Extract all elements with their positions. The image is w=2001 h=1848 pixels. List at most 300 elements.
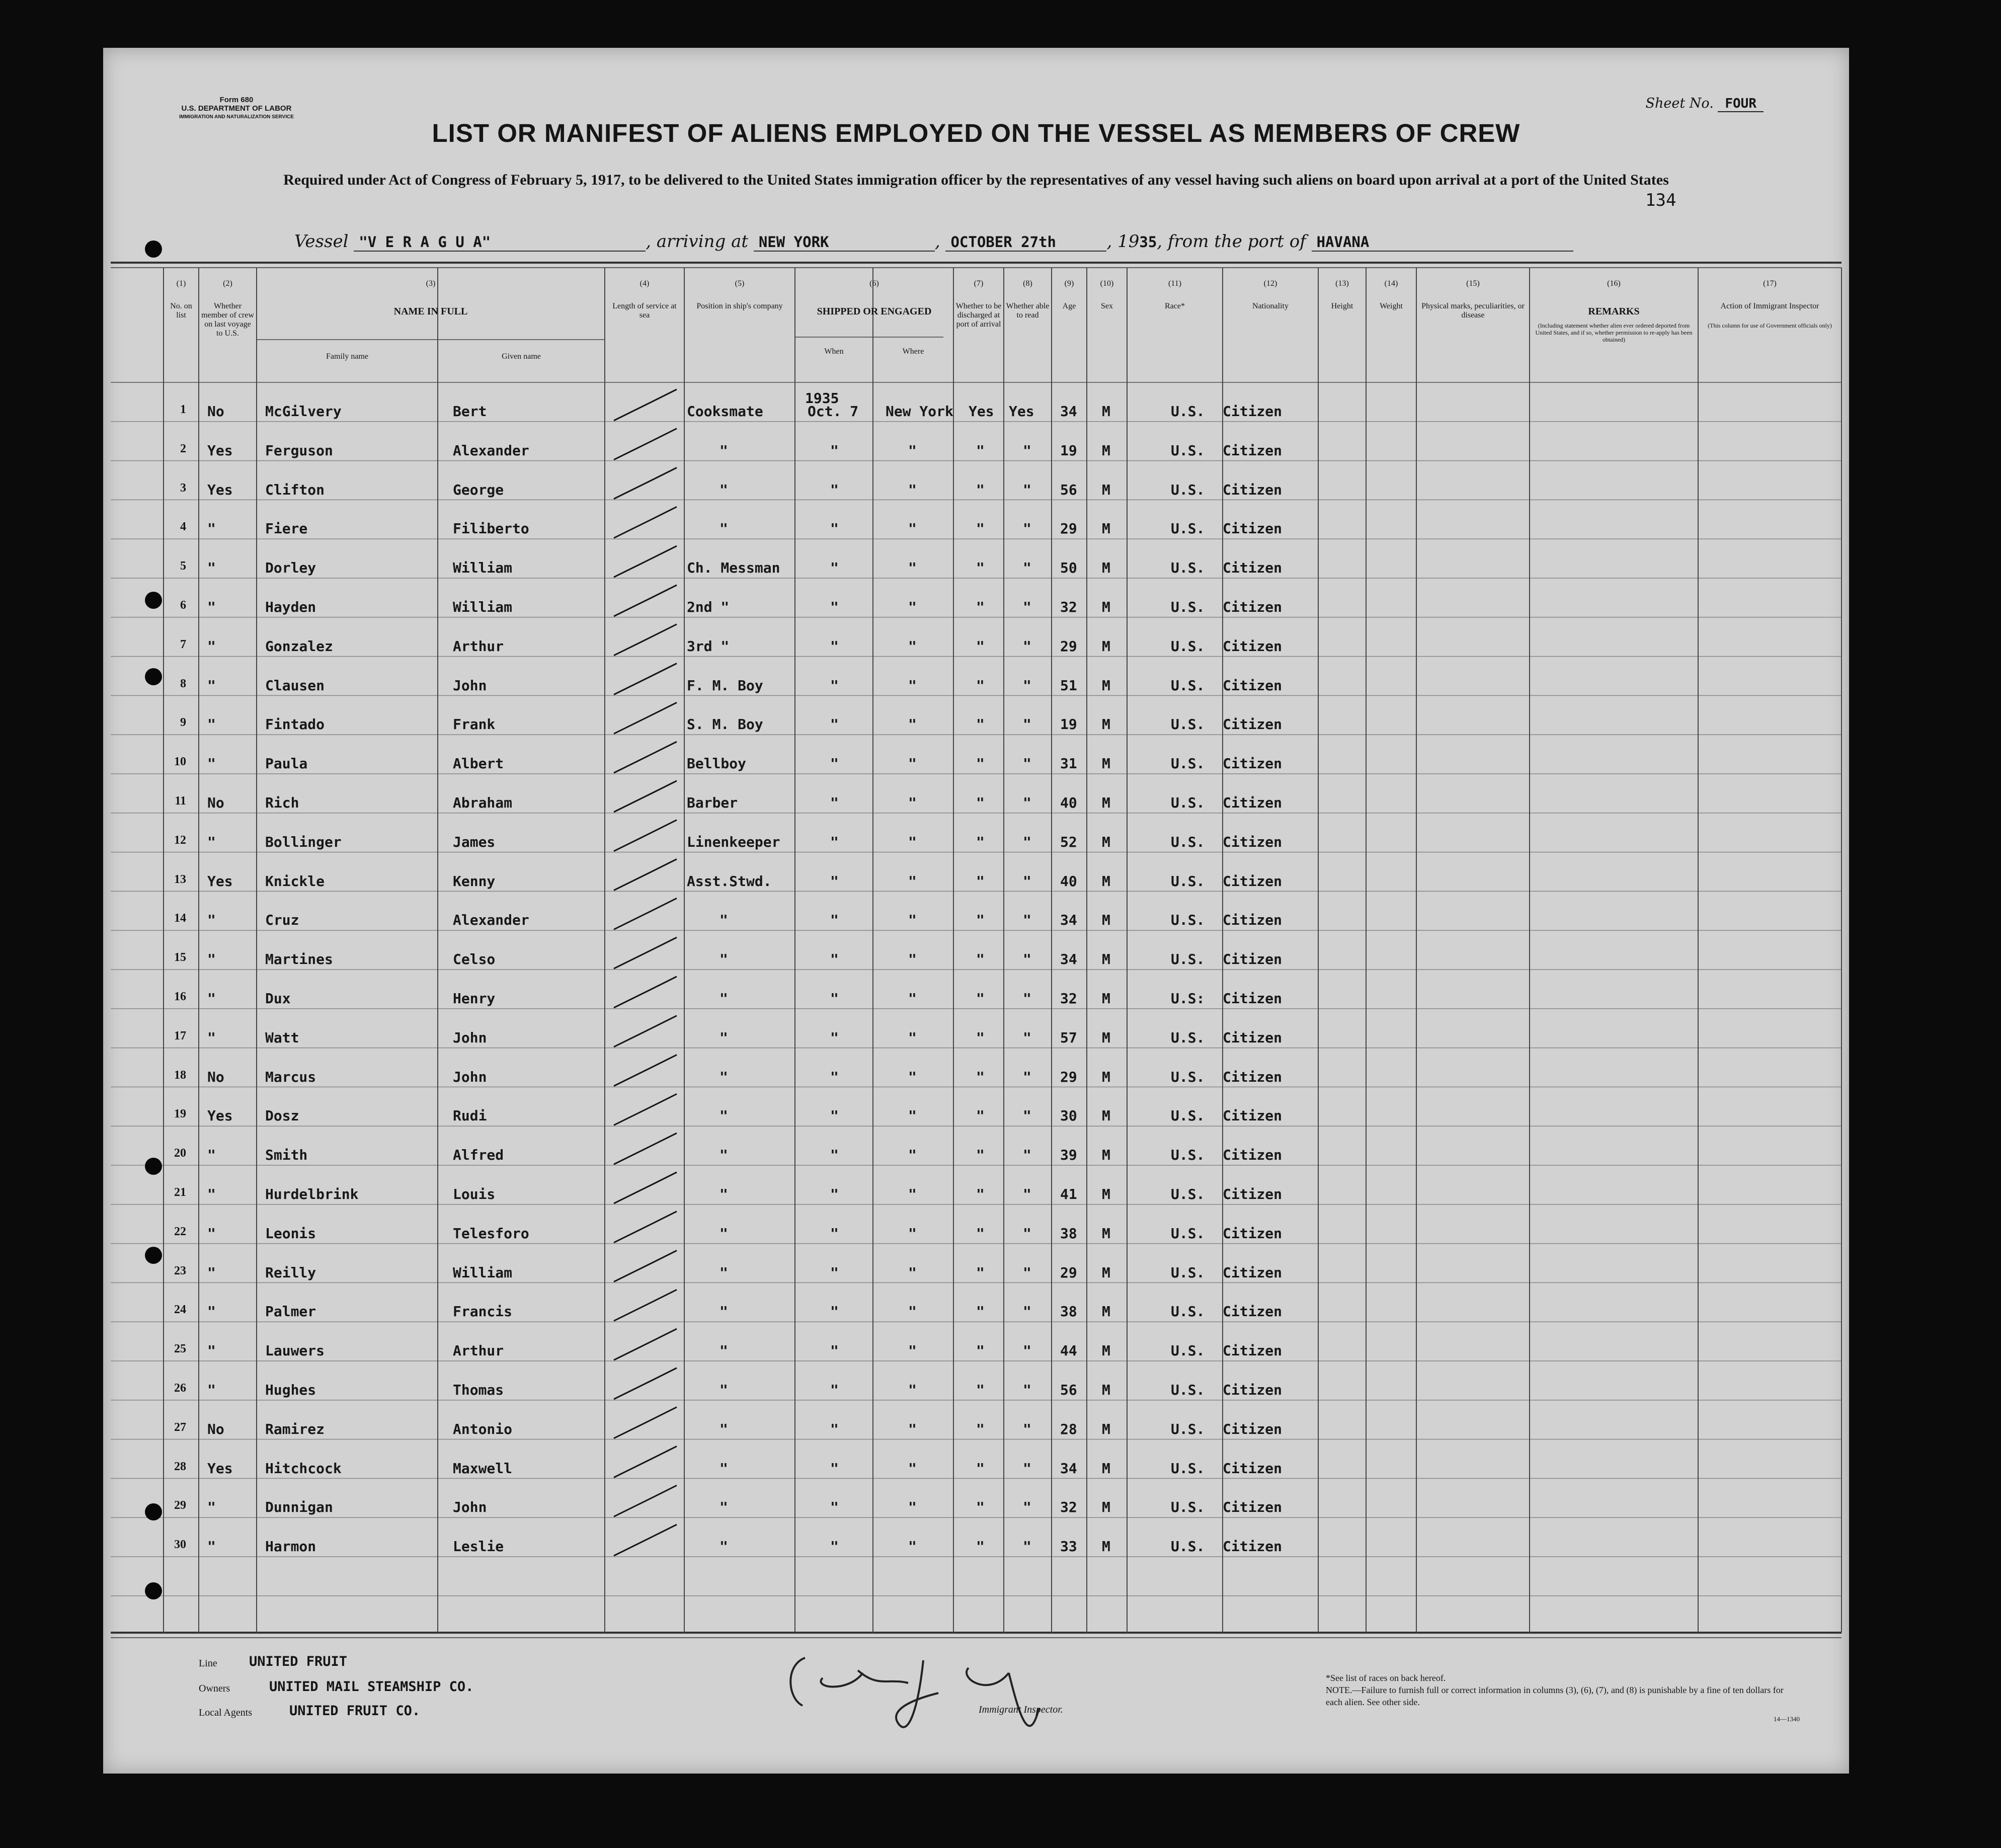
shipped-where-value: " [908, 1420, 917, 1437]
from-port-label: , from the port of [1157, 231, 1306, 252]
race-value: U.S. [1171, 833, 1205, 850]
owners-value: UNITED MAIL STEAMSHIP CO. [269, 1679, 474, 1695]
row-number: 19 [174, 1107, 186, 1121]
age-value: 19 [1060, 716, 1077, 733]
able-to-read-value: " [1023, 1147, 1031, 1164]
arriving-port: NEW YORK [754, 233, 935, 252]
race-value: U.S. [1171, 637, 1205, 655]
column-header-given-name: Given name [502, 352, 541, 361]
column-header-c6: SHIPPED OR ENGAGED [817, 306, 932, 317]
given-name-value: Louis [453, 1185, 496, 1202]
age-value: 38 [1060, 1225, 1077, 1242]
discharged-value: " [976, 1342, 985, 1359]
sex-value: M [1102, 1499, 1110, 1516]
discharged-value: " [976, 1538, 985, 1555]
service-checkmark [614, 1016, 677, 1047]
shipped-when-value: " [830, 1303, 839, 1320]
shipped-when-value: " [830, 716, 839, 733]
discharged-value: " [976, 1460, 985, 1477]
sex-value: M [1102, 951, 1110, 968]
given-name-value: William [453, 559, 513, 577]
age-value: 19 [1060, 442, 1077, 459]
last-voyage-value: " [207, 833, 216, 850]
shipped-when-value: " [830, 1107, 839, 1124]
position-value: Barber [687, 794, 738, 811]
age-value: 44 [1060, 1342, 1077, 1359]
nationality-value: Citizen [1223, 1303, 1283, 1320]
age-value: 56 [1060, 481, 1077, 498]
able-to-read-value: " [1023, 1460, 1031, 1477]
given-name-value: Arthur [453, 637, 504, 655]
vessel-line: Vessel "V E R A G U A" , arriving at NEW YORK , OCTOBER 27th , 1935, from the port of HAVANA [294, 231, 1573, 252]
row-number: 21 [174, 1185, 186, 1199]
family-name-value: Rich [265, 794, 299, 811]
age-value: 34 [1060, 951, 1077, 968]
sex-value: M [1102, 637, 1110, 655]
column-number-c6: (6) [869, 279, 879, 288]
discharged-value: " [976, 598, 985, 615]
sex-value: M [1102, 990, 1110, 1007]
column-header-c2: Whether member of crew on last voyage to U.S. [201, 302, 254, 338]
discharged-value: " [976, 716, 985, 733]
given-name-value: Bert [453, 403, 487, 420]
sex-value: M [1102, 1147, 1110, 1164]
given-name-value: John [453, 1029, 487, 1046]
column-number-c3: (3) [426, 279, 436, 288]
shipped-where-value: " [908, 716, 917, 733]
given-name-value: Celso [453, 951, 496, 968]
shipped-when-value: " [830, 951, 839, 968]
family-name-value: Dosz [265, 1107, 299, 1124]
penalty-note: NOTE.—Failure to furnish full or correct information in columns (3), (6), (7), and (8) is punishable by a fine of ten dollars for each alien. See other side. [1326, 1685, 1784, 1707]
vessel-name: "V E R A G U A" [354, 233, 646, 252]
position-value: " [719, 520, 728, 537]
shipped-where-value: " [908, 598, 917, 615]
column-number-c9: (9) [1064, 279, 1074, 288]
family-name-value: Gonzalez [265, 637, 333, 655]
family-name-value: Lauwers [265, 1342, 325, 1359]
nationality-value: Citizen [1223, 872, 1283, 890]
able-to-read-value: " [1023, 755, 1031, 772]
race-value: U.S. [1171, 1420, 1205, 1437]
column-header-family-name: Family name [326, 352, 368, 361]
last-voyage-value: " [207, 1029, 216, 1046]
nationality-value: Citizen [1223, 1499, 1283, 1516]
last-voyage-value: Yes [207, 1460, 233, 1477]
able-to-read-value: " [1023, 1264, 1031, 1281]
service-checkmark [614, 1212, 677, 1243]
discharged-value: " [976, 1107, 985, 1124]
owners-label: Owners [199, 1683, 230, 1694]
position-value: " [719, 1342, 728, 1359]
family-name-value: Dux [265, 990, 291, 1007]
shipped-where-value: " [908, 1264, 917, 1281]
able-to-read-value: " [1023, 1538, 1031, 1555]
last-voyage-value: " [207, 559, 216, 577]
able-to-read-value: " [1023, 912, 1031, 929]
row-number: 11 [175, 794, 186, 808]
column-header-when: When [824, 347, 844, 356]
shipped-where-value: " [908, 1499, 917, 1516]
age-value: 29 [1060, 637, 1077, 655]
row-number: 16 [174, 990, 186, 1003]
column-number-c2: (2) [223, 279, 232, 288]
able-to-read-value: " [1023, 598, 1031, 615]
sex-value: M [1102, 872, 1110, 890]
column-header-c3: NAME IN FULL [393, 306, 468, 317]
service-checkmark [614, 1368, 677, 1399]
age-value: 40 [1060, 794, 1077, 811]
position-value: " [719, 1499, 728, 1516]
last-voyage-value: " [207, 637, 216, 655]
service-checkmark [614, 781, 677, 812]
race-value: U.S. [1171, 716, 1205, 733]
service-checkmark [614, 1329, 677, 1360]
position-value: Cooksmate [687, 403, 763, 420]
shipped-when-value: " [830, 794, 839, 811]
given-name-value: Abraham [453, 794, 513, 811]
race-value: U.S. [1171, 1381, 1205, 1398]
position-value: " [719, 912, 728, 929]
service-checkmark [614, 1172, 677, 1203]
row-number: 8 [180, 677, 186, 690]
family-name-value: Watt [265, 1029, 299, 1046]
last-voyage-value: " [207, 990, 216, 1007]
row-number: 2 [180, 442, 186, 455]
sex-value: M [1102, 716, 1110, 733]
position-value: " [719, 1460, 728, 1477]
given-name-value: Thomas [453, 1381, 504, 1398]
able-to-read-value: " [1023, 794, 1031, 811]
able-to-read-value: " [1023, 951, 1031, 968]
family-name-value: Dunnigan [265, 1499, 333, 1516]
column-header-c16: REMARKS [1588, 306, 1640, 317]
family-name-value: Ferguson [265, 442, 333, 459]
column-number-c1: (1) [176, 279, 186, 288]
discharged-value: " [976, 559, 985, 577]
row-number: 6 [180, 598, 186, 612]
nationality-value: Citizen [1223, 1264, 1283, 1281]
shipped-where-value: " [908, 755, 917, 772]
discharged-value: " [976, 833, 985, 850]
shipped-when-value: " [830, 1225, 839, 1242]
family-name-value: Hughes [265, 1381, 316, 1398]
discharged-value: " [976, 990, 985, 1007]
last-voyage-value: Yes [207, 872, 233, 890]
nationality-value: Citizen [1223, 403, 1283, 420]
race-value: U.S. [1171, 912, 1205, 929]
able-to-read-value: " [1023, 442, 1031, 459]
year-prefix: 19 [1117, 231, 1140, 252]
row-number: 27 [174, 1420, 186, 1434]
position-value: " [719, 1420, 728, 1437]
shipped-where-value: " [908, 677, 917, 694]
nationality-value: Citizen [1223, 1381, 1283, 1398]
sex-value: M [1102, 1068, 1110, 1085]
page-title: LIST OR MANIFEST OF ALIENS EMPLOYED ON THE VESSEL AS MEMBERS OF CREW [432, 119, 1520, 147]
last-voyage-value: Yes [207, 442, 233, 459]
age-value: 31 [1060, 755, 1077, 772]
race-value: U.S. [1171, 1303, 1205, 1320]
discharged-value: " [976, 912, 985, 929]
given-name-value: Henry [453, 990, 496, 1007]
column-header-c11: Race* [1165, 302, 1185, 310]
age-value: 32 [1060, 1499, 1077, 1516]
column-number-c11: (11) [1168, 279, 1182, 288]
line-value: UNITED FRUIT [249, 1654, 348, 1669]
shipped-when-value: " [830, 1147, 839, 1164]
nationality-value: Citizen [1223, 520, 1283, 537]
column-number-c15: (15) [1466, 279, 1480, 288]
shipped-where-value: " [908, 1107, 917, 1124]
last-voyage-value: " [207, 1381, 216, 1398]
position-value: " [719, 1538, 728, 1555]
sex-value: M [1102, 1303, 1110, 1320]
vessel-label: Vessel [294, 231, 349, 252]
races-note: *See list of races on back hereof. [1326, 1673, 1446, 1683]
discharged-value: " [976, 442, 985, 459]
service-checkmark [614, 664, 677, 695]
column-header-where: Where [902, 347, 924, 356]
row-number: 10 [174, 755, 186, 769]
service-checkmark [614, 468, 677, 499]
footer-divider [546, 1660, 547, 1661]
able-to-read-value: " [1023, 1029, 1031, 1046]
last-voyage-value: " [207, 951, 216, 968]
given-name-value: Kenny [453, 872, 496, 890]
shipped-where-value: " [908, 1185, 917, 1202]
nationality-value: Citizen [1223, 1342, 1283, 1359]
nationality-value: Citizen [1223, 716, 1283, 733]
last-voyage-value: " [207, 598, 216, 615]
sex-value: M [1102, 1538, 1110, 1555]
discharged-value: " [976, 1381, 985, 1398]
able-to-read-value: " [1023, 1420, 1031, 1437]
position-value: " [719, 1185, 728, 1202]
service-checkmark [614, 1290, 677, 1321]
able-to-read-value: " [1023, 1185, 1031, 1202]
sex-value: M [1102, 1420, 1110, 1437]
race-value: U.S. [1171, 1499, 1205, 1516]
last-voyage-value: " [207, 1264, 216, 1281]
last-voyage-value: " [207, 912, 216, 929]
column-number-c14: (14) [1384, 279, 1398, 288]
family-name-value: Fiere [265, 520, 308, 537]
position-value: 2nd " [687, 598, 730, 615]
sex-value: M [1102, 1460, 1110, 1477]
discharged-value: " [976, 1303, 985, 1320]
family-name-value: Ramirez [265, 1420, 325, 1437]
nationality-value: Citizen [1223, 1460, 1283, 1477]
row-number: 23 [174, 1264, 186, 1277]
family-name-value: Palmer [265, 1303, 316, 1320]
shipped-when-value: " [830, 1264, 839, 1281]
row-number: 14 [174, 912, 186, 925]
position-value: " [719, 951, 728, 968]
service-checkmark [614, 546, 677, 577]
race-value: U.S. [1171, 1538, 1205, 1555]
age-value: 29 [1060, 520, 1077, 537]
last-voyage-value: " [207, 1147, 216, 1164]
row-number: 1 [180, 403, 186, 416]
family-name-value: Clifton [265, 481, 325, 498]
column-header-c13: Height [1331, 302, 1353, 310]
shipped-year: 1935 [805, 390, 839, 407]
row-number: 18 [174, 1068, 186, 1082]
nationality-value: Citizen [1223, 598, 1283, 615]
discharged-value: " [976, 755, 985, 772]
shipped-when-value: " [830, 559, 839, 577]
position-value: " [719, 1029, 728, 1046]
family-name-value: Dorley [265, 559, 316, 577]
position-value: " [719, 1225, 728, 1242]
able-to-read-value: " [1023, 481, 1031, 498]
row-number: 29 [174, 1499, 186, 1512]
able-to-read-value: " [1023, 559, 1031, 577]
inspector-signature [790, 1658, 1039, 1727]
race-value: U.S. [1171, 1460, 1205, 1477]
discharged-value: " [976, 794, 985, 811]
nationality-value: Citizen [1223, 755, 1283, 772]
given-name-value: William [453, 1264, 513, 1281]
punch-holes [145, 240, 162, 1599]
row-number: 28 [174, 1460, 186, 1473]
nationality-value: Citizen [1223, 912, 1283, 929]
able-to-read-value: " [1023, 872, 1031, 890]
discharged-value: " [976, 1499, 985, 1516]
position-value: 3rd " [687, 637, 730, 655]
position-value: " [719, 1264, 728, 1281]
last-voyage-value: Yes [207, 481, 233, 498]
last-voyage-value: " [207, 1342, 216, 1359]
shipped-when-value: " [830, 442, 839, 459]
nationality-value: Citizen [1223, 833, 1283, 850]
shipped-when-value: " [830, 833, 839, 850]
race-value: U.S. [1171, 677, 1205, 694]
nationality-value: Citizen [1223, 481, 1283, 498]
position-value: Linenkeeper [687, 833, 780, 850]
service-checkmark [614, 507, 677, 538]
service-checkmark [614, 820, 677, 851]
nationality-value: Citizen [1223, 1185, 1283, 1202]
race-value: U.S. [1171, 520, 1205, 537]
race-value: U.S. [1171, 794, 1205, 811]
column-header-c12: Nationality [1252, 302, 1289, 310]
column-header-c15: Physical marks, peculiarities, or disease [1421, 302, 1525, 319]
given-name-value: Francis [453, 1303, 513, 1320]
shipped-when-value: " [830, 598, 839, 615]
position-value: " [719, 990, 728, 1007]
race-value: U.S. [1171, 1342, 1205, 1359]
row-number: 13 [174, 872, 186, 886]
sex-value: M [1102, 794, 1110, 811]
shipped-when-value: " [830, 520, 839, 537]
nationality-value: Citizen [1223, 677, 1283, 694]
shipped-when-value: " [830, 1381, 839, 1398]
able-to-read-value: " [1023, 1068, 1031, 1085]
column-header-c9: Age [1062, 302, 1076, 310]
discharged-value: " [976, 1185, 985, 1202]
shipped-where-value: " [908, 951, 917, 968]
position-value: " [719, 1147, 728, 1164]
page-subtitle: Required under Act of Congress of February 5, 1917, to be delivered to the United States immigration officer by the representatives of any vessel having such aliens on board upon arrival at a port of the United States [283, 172, 1669, 188]
family-name-value: Clausen [265, 677, 325, 694]
service-checkmark [614, 624, 677, 656]
given-name-value: Rudi [453, 1107, 487, 1124]
service-checkmarks [614, 389, 677, 1556]
shipped-where-value: " [908, 1381, 917, 1398]
nationality-value: Citizen [1223, 1538, 1283, 1555]
shipped-where-value: " [908, 1029, 917, 1046]
service-checkmark [614, 898, 677, 929]
service-checkmark [614, 1251, 677, 1282]
column-number-c17: (17) [1763, 279, 1777, 288]
discharged-value: " [976, 1264, 985, 1281]
service-checkmark [614, 1524, 677, 1556]
race-value: U.S. [1171, 481, 1205, 498]
shipped-where-value: " [908, 520, 917, 537]
given-name-value: Frank [453, 716, 496, 733]
shipped-when-value: " [830, 1460, 839, 1477]
last-voyage-value: No [207, 403, 224, 420]
row-number: 5 [180, 559, 186, 573]
column-header-c8: Whether able to read [1006, 302, 1050, 319]
shipped-where-value: " [908, 1460, 917, 1477]
row-number: 3 [180, 481, 186, 495]
able-to-read-value: " [1023, 833, 1031, 850]
sex-value: M [1102, 1264, 1110, 1281]
column-number-c8: (8) [1023, 279, 1032, 288]
sex-value: M [1102, 677, 1110, 694]
row-number: 9 [180, 716, 186, 730]
inspector-label: Immigrant Inspector. [979, 1704, 1063, 1715]
sex-value: M [1102, 403, 1110, 420]
race-value: U.S. [1171, 951, 1205, 968]
sex-value: M [1102, 1185, 1110, 1202]
nationality-value: Citizen [1223, 637, 1283, 655]
shipped-where-value: New York [886, 403, 953, 420]
family-name-value: McGilvery [265, 403, 342, 420]
last-voyage-value: " [207, 1185, 216, 1202]
family-name-value: Cruz [265, 912, 299, 929]
position-value: S. M. Boy [687, 716, 763, 733]
sex-value: M [1102, 1107, 1110, 1124]
sex-value: M [1102, 1381, 1110, 1398]
sex-value: M [1102, 833, 1110, 850]
age-value: 32 [1060, 990, 1077, 1007]
nationality-value: Citizen [1223, 1068, 1283, 1085]
able-to-read-value: " [1023, 1303, 1031, 1320]
sex-value: M [1102, 1029, 1110, 1046]
shipped-where-value: " [908, 912, 917, 929]
given-name-value: Arthur [453, 1342, 504, 1359]
sex-value: M [1102, 598, 1110, 615]
service-checkmark [614, 585, 677, 616]
shipped-where-value: " [908, 481, 917, 498]
given-name-value: Alexander [453, 442, 529, 459]
discharged-value: Yes [969, 403, 994, 420]
discharged-value: " [976, 677, 985, 694]
column-number-c10: (10) [1100, 279, 1114, 288]
discharged-value: " [976, 1068, 985, 1085]
given-name-value: Antonio [453, 1420, 513, 1437]
able-to-read-value: " [1023, 716, 1031, 733]
discharged-value: " [976, 520, 985, 537]
shipped-when-value: Oct. 7 [808, 403, 859, 420]
shipped-when-value: " [830, 677, 839, 694]
nationality-value: Citizen [1223, 794, 1283, 811]
line-label: Line [199, 1658, 217, 1669]
